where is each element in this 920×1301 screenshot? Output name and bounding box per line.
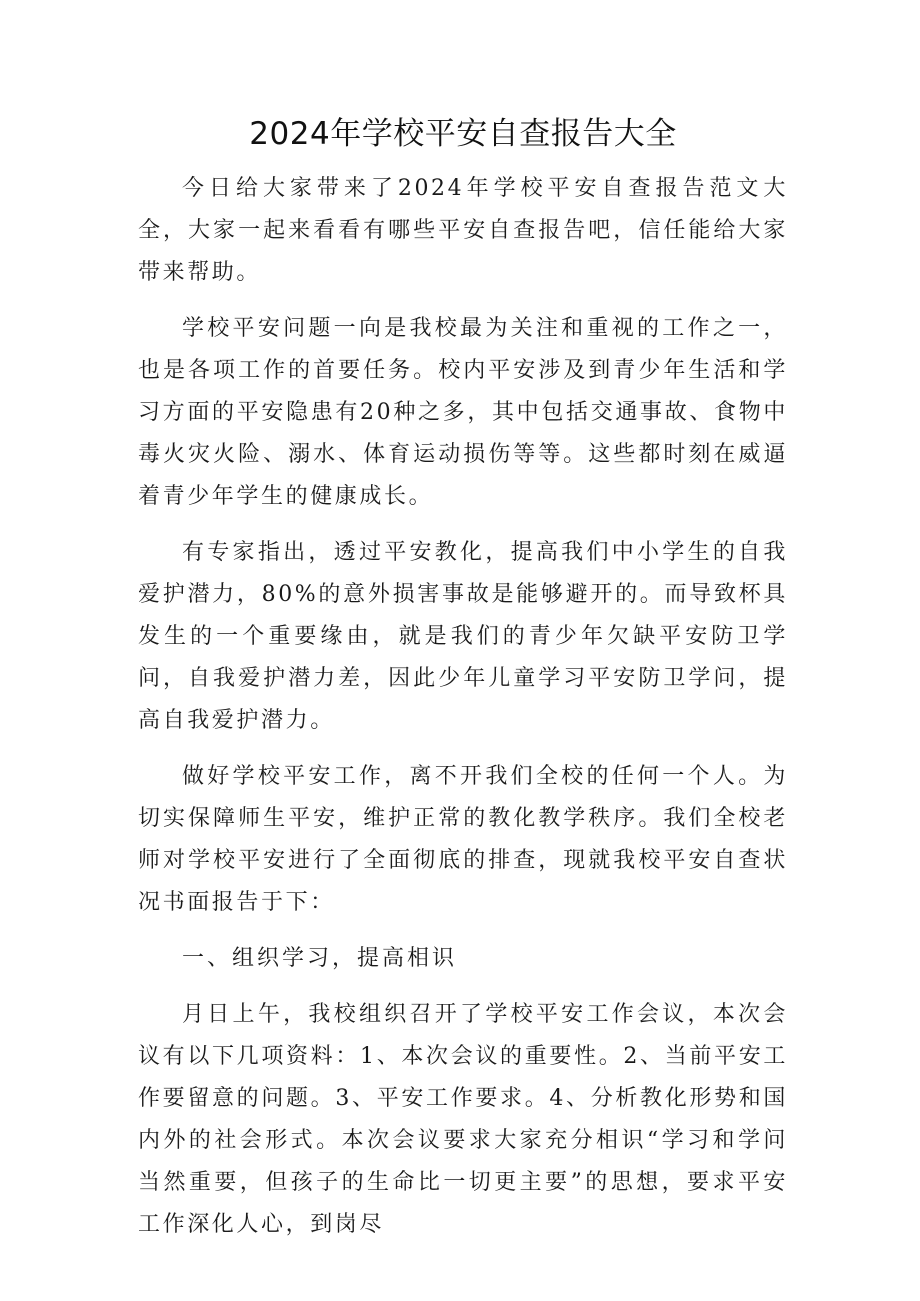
document-title: 2024年学校平安自查报告大全 — [249, 116, 677, 152]
body-paragraph: 学校平安问题一向是我校最为关注和重视的工作之一，也是各项工作的首要任务。校内平安涉及到青少年生活和学习方面的平安隐患有20种之多，其中包括交通事故、食物中毒火灾火险、溺水、体育运动损伤等等。这些都时刻在威逼着青少年学生的健康成长。 — [138, 316, 788, 509]
body-paragraph: 月日上午，我校组织召开了学校平安工作会议，本次会议有以下几项资料：1、本次会议的重要性。2、当前平安工作要留意的问题。3、平安工作要求。4、分析教化形势和国内外的社会形式。本次会议要求大家充分相识“学习和学问当然重要，但孩子的生命比一切更主要”的思想，要求平安工作深化人心，到岗尽 — [138, 1002, 788, 1237]
body-paragraph: 做好学校平安工作，离不开我们全校的任何一个人。为切实保障师生平安，维护正常的教化教学秩序。我们全校老师对学校平安进行了全面彻底的排查，现就我校平安自查状况书面报告于下： — [138, 764, 788, 915]
body-paragraph: 有专家指出，透过平安教化，提高我们中小学生的自我爱护潜力，80%的意外损害事故是能够避开的。而导致杯具发生的一个重要缘由，就是我们的青少年欠缺平安防卫学问，自我爱护潜力差，因此少年儿童学习平安防卫学问，提高自我爱护潜力。 — [138, 540, 788, 733]
section-heading: 一、组织学习，提高相识 — [182, 946, 458, 971]
intro-paragraph: 今日给大家带来了2024年学校平安自查报告范文大全，大家一起来看看有哪些平安自查报告吧，信任能给大家带来帮助。 — [138, 176, 788, 285]
